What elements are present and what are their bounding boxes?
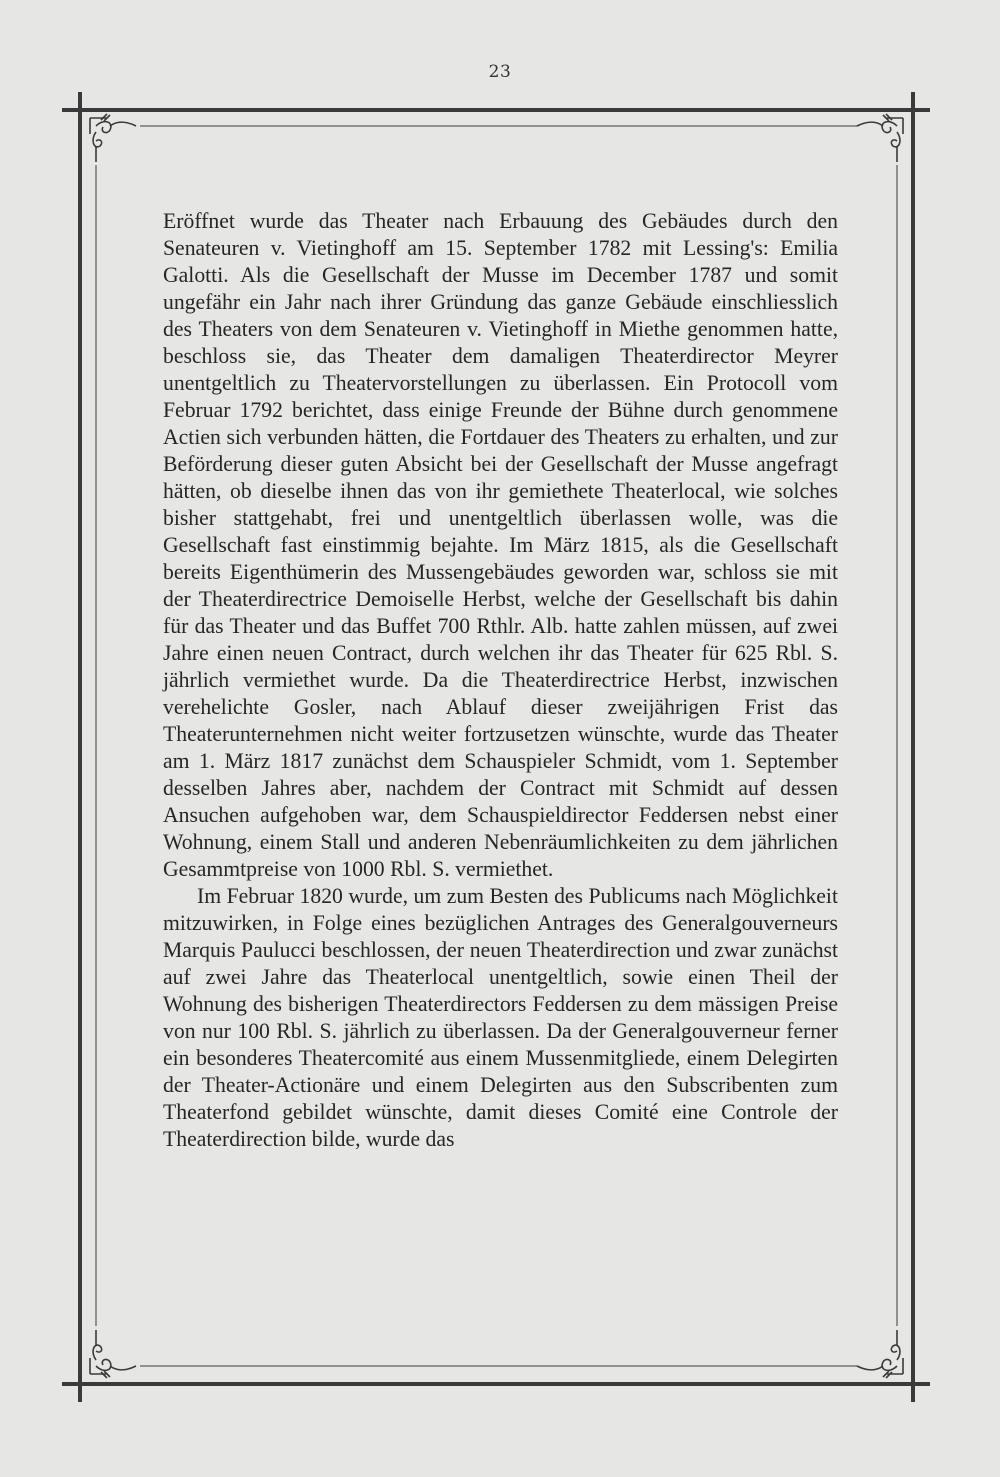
corner-ornament-top-left-icon: [90, 114, 136, 162]
body-text: [163, 208, 838, 1153]
corner-ornament-bottom-right-icon: [857, 1330, 903, 1378]
corner-ornament-bottom-left-icon: [90, 1330, 136, 1378]
paragraph: Im Februar 1820 wurde, um zum Besten des Publicums nach Möglichkeit mitzuwirken, in Folge eines bezüglichen Antrages des Generalgouverneurs Marquis Paulucci beschlossen, der neuen Theaterdirection und zwar zunächst auf zwei Jahre das Theaterlocal unentgeltlich, sowie einen Theil der Wohnung des bisherigen Theaterdirectors Feddersen zu dem mässigen Preise von nur 100 Rbl. S. jährlich zu überlassen. Da der Generalgouverneur ferner ein besonderes Theatercomité aus einem Mussenmitgliede, einem Delegirten der Theater-Actionäre und einem Delegirten aus den Subscribenten zum Theaterfond gebildet wünschte, damit dieses Comité eine Controle der Theaterdirection bilde, wurde das: [163, 884, 838, 1151]
corner-ornament-top-right-icon: [857, 114, 903, 162]
page-number: 23: [488, 62, 512, 82]
paragraph: Eröffnet wurde das Theater nach Erbauung des Gebäudes durch den Senateuren v. Vietinghoff am 15. September 1782 mit Lessing's: Emilia Galotti. Als die Gesellschaft der Musse im December 1787 und somit ungefähr ein Jahr nach ihrer Gründung das ganze Gebäude einschliesslich des Theaters von dem Senateuren v. Vietinghoff in Miethe genommen hatte, beschloss sie, das Theater dem damaligen Theaterdirector Meyrer unentgeltlich zu Theatervorstellungen zu überlassen. Ein Protocoll vom Februar 1792 berichtet, dass einige Freunde der Bühne durch genommene Actien sich verbunden hätten, die Fortdauer des Theaters zu erhalten, und zur Beförderung dieser guten Absicht bei der Gesellschaft der Musse angefragt hätten, ob dieselbe ihnen das von ihr gemiethete Theaterlocal, wie solches bisher stattgehabt, frei und unentgeltlich überlassen wolle, was die Gesellschaft fast einstimmig bejahte. Im März 1815, als die Gesellschaft bereits Eigenthümerin des Mussengebäudes geworden war, schloss sie mit der Theaterdirectrice Demoiselle Herbst, welche der Gesellschaft bis dahin für das Theater und das Buffet 700 Rthlr. Alb. hatte zahlen müssen, auf zwei Jahre einen neuen Contract, durch welchen ihr das Theater für 625 Rbl. S. jährlich vermiethet wurde. Da die Theaterdirectrice Herbst, inzwischen verehelichte Gosler, nach Ablauf dieser zweijährigen Frist das Theaterunternehmen nicht weiter fortzusetzen wünschte, wurde das Theater am 1. März 1817 zunächst dem Schauspieler Schmidt, vom 1. September desselben Jahres aber, nachdem der Contract mit Schmidt auf dessen Ansuchen aufgehoben war, dem Schauspieldirector Feddersen nebst einer Wohnung, einem Stall und anderen Nebenräumlichkeiten zu dem jährlichen Gesammtpreise von 1000 Rbl. S. vermiethet.: [163, 209, 838, 881]
